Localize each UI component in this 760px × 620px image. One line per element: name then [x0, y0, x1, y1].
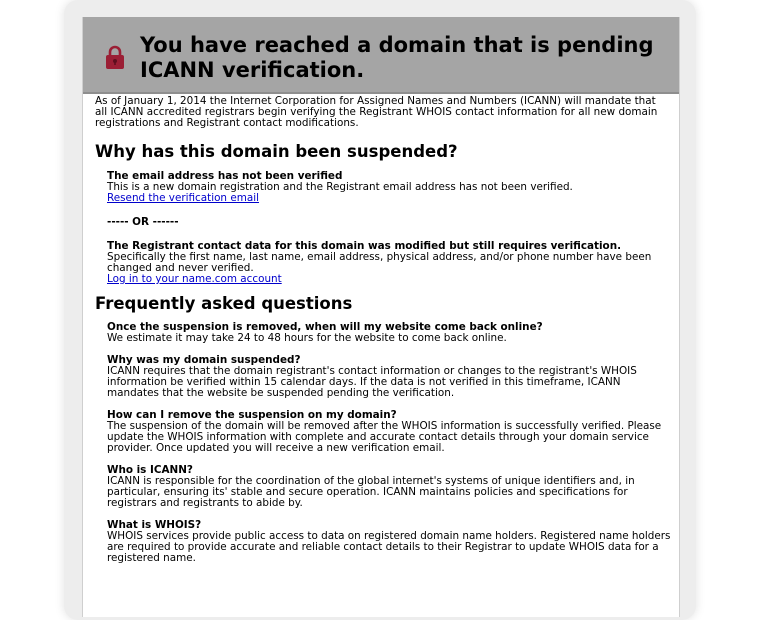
suspended-heading: Why has this domain been suspended? [95, 142, 458, 161]
faq-item [107, 410, 671, 454]
suspension-reasons [95, 171, 671, 285]
faq-answer: ICANN is responsible for the coordination of the global internet's systems of unique identifiers and, in particular, ensuring its' stable and secure operation. ICANN maintains policies and specifications for registrars and registrants to abide by. [107, 475, 635, 509]
reason2-title: The Registrant contact data for this domain was modified but still requires verification. [107, 240, 622, 252]
main-content [83, 94, 679, 564]
faq-answer: WHOIS services provide public access to data on registered domain name holders. Registered name holders are required to provide accurate and reliable contact details to their Registrar to update WHOIS data for a registered name. [107, 530, 671, 564]
faq-item [107, 322, 671, 344]
faq-list [95, 322, 671, 564]
faq-question: How can I remove the suspension on my domain? [107, 409, 397, 421]
reason2-text: Specifically the first name, last name, email address, physical address, and/or phone number have been changed and never verified. [107, 251, 652, 274]
reason1-title: The email address has not been verified [107, 170, 343, 182]
faq-section [95, 294, 671, 564]
page-title: You have reached a domain that is pending ICANN verification. [140, 33, 654, 82]
faq-item [107, 355, 671, 399]
or-separator: ----- OR ------ [107, 216, 179, 228]
resend-verification-link[interactable]: Resend the verification email [107, 192, 259, 204]
reason-contact-modified [107, 241, 671, 285]
faq-answer: We estimate it may take 24 to 48 hours for the website to come back online. [107, 332, 507, 344]
faq-answer: The suspension of the domain will be removed after the WHOIS information is successfully verified. Please update the WHOIS information with complete and accurate contact details through your domain service provider. Once updated you will receive a new verification email. [107, 420, 662, 454]
intro-text: As of January 1, 2014 the Internet Corporation for Assigned Names and Numbers (ICANN) will mandate that all ICANN accredited registrars begin verifying the Registrant WHOIS contact information for all new domain registrations and Registrant contact modifications. [95, 95, 658, 129]
faq-question: What is WHOIS? [107, 519, 202, 531]
reason-email-unverified [107, 171, 671, 204]
reason1-text: This is a new domain registration and the Registrant email address has not been verified. [107, 181, 573, 193]
faq-question: Why was my domain suspended? [107, 354, 301, 366]
faq-answer: ICANN requires that the domain registrant's contact information or changes to the registrant's WHOIS information be verified within 15 calendar days. If the data is not verified in this timeframe, ICANN mandates that the website be suspended pending the verification. [107, 365, 637, 399]
faq-question: Who is ICANN? [107, 464, 193, 476]
faq-item [107, 465, 671, 509]
faq-heading: Frequently asked questions [95, 294, 353, 313]
content-sheet [82, 17, 680, 617]
login-account-link[interactable]: Log in to your name.com account [107, 273, 282, 285]
faq-question: Once the suspension is removed, when will my website come back online? [107, 321, 543, 333]
faq-item [107, 520, 671, 564]
lock-icon [105, 44, 125, 70]
verification-banner [83, 17, 679, 94]
